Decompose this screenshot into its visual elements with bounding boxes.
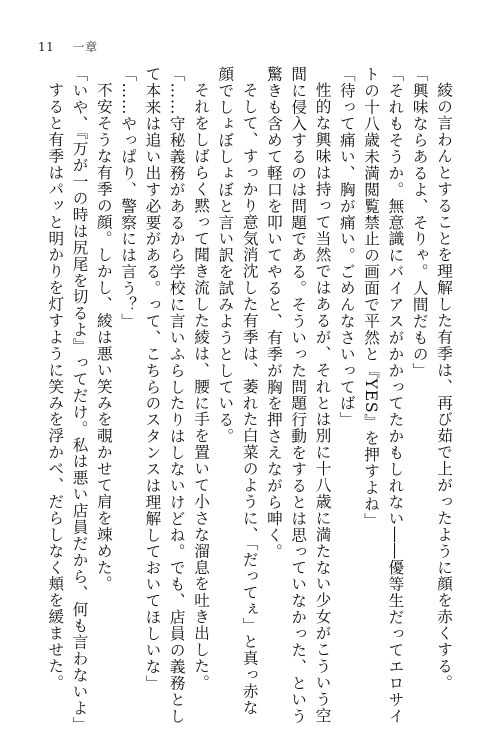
text-line: それをしばらく黙って聞き流した綾は、腰に手を置いて小さな溜息を吐き出した。 <box>192 81 211 691</box>
text-line: すると有季はパッと明かりを灯すように笑みを浮かべ、だらしなく頬を緩ませた。 <box>46 81 65 691</box>
text-line: そして、すっかり意気消沈した有季は、萎れた白菜のように、「だってぇ」と真っ赤な <box>240 81 259 716</box>
text-line: 間に侵入するのは問題である。そういった問題行動をするとは思っていなかった、という <box>289 66 308 724</box>
chapter-title: 一章 <box>72 40 98 54</box>
text-line: 「いや、『万が一の時は尻尾を切るよ』ってだけ。私は悪い店員だから、何も言わないよ」 <box>70 66 89 733</box>
text-line: て本来は追い出す必要がある。って、こちらのスタンスは理解しておいてほしいな」 <box>143 66 162 692</box>
text-line: 顔でしょぼしょぼと言い訳を試みようとしている。 <box>216 66 235 445</box>
vertical-body-text <box>43 66 456 733</box>
text-line: 「待って痛い、胸が痛い。ごめんなさいってば」 <box>337 66 356 428</box>
text-line: 「興味ならあるよ、そりゃ。人間だもの」 <box>410 66 429 379</box>
text-line: 「……やっぱり、警察には言う？」 <box>119 66 138 330</box>
text-line: 「……守秘義務があるから学校に言いふらしたりはしないけどね。でも、店員の義務とし <box>167 66 186 724</box>
text-line: 性的な興味は持って当然ではあるが、それとは別に十八歳に満たない少女がこういう空 <box>313 81 332 724</box>
text-line: 不安そうな有季の顔。しかし、綾は悪い笑みを覗かせて肩を竦めた。 <box>94 81 113 592</box>
page-number: 11 <box>38 40 55 54</box>
text-line: 「それもそうか。無意識にバイアスがかかってたかもしれない――優等生だってエロサイ <box>386 66 405 724</box>
text-line: トの十八歳未満閲覧禁止の画面で平然と『YES』を押すよね」 <box>362 66 381 529</box>
text-line: 綾の言わんとすることを理解した有季は、再び茹で上がったように顔を赤くする。 <box>435 81 453 691</box>
page-header <box>38 38 98 55</box>
text-line: 驚きも含めて軽口を叩いてやると、有季が胸を押さえながら呻く。 <box>264 66 283 560</box>
